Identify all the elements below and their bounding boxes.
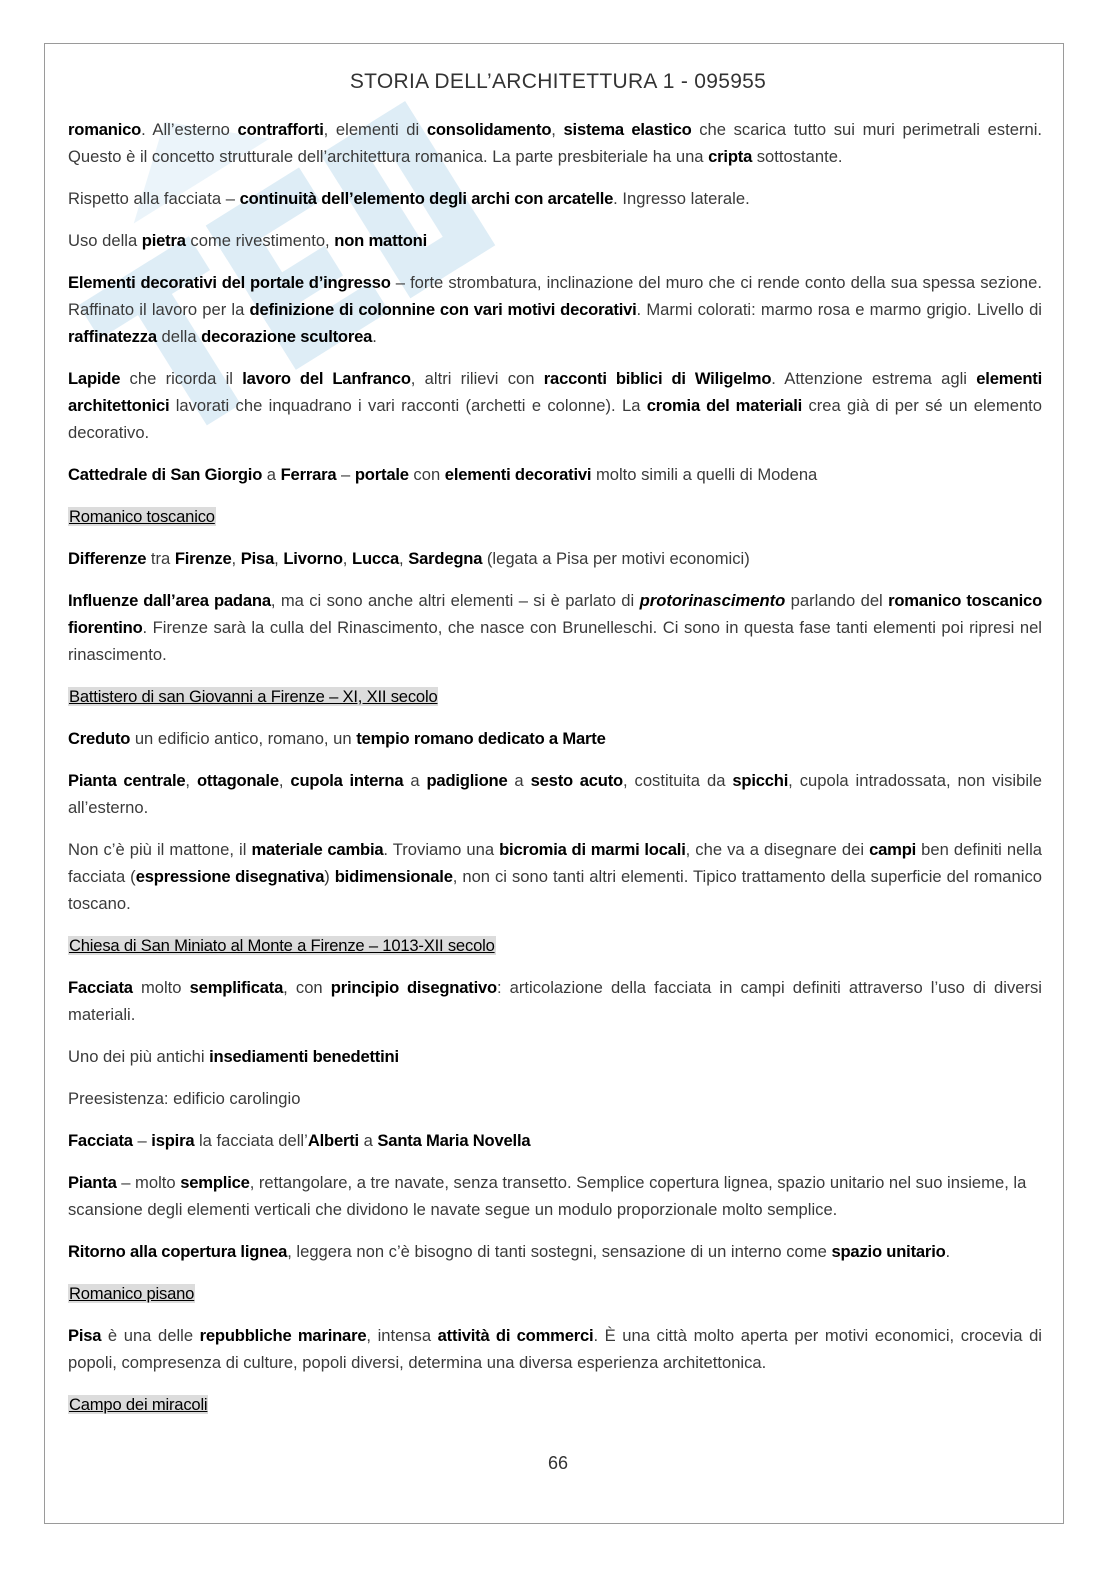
text-run: , con	[283, 978, 331, 997]
bold-term: Differenze	[68, 549, 147, 568]
bold-term: Sardegna	[408, 549, 483, 568]
paragraph	[68, 461, 1042, 488]
section-heading-text: Battistero di san Giovanni a Firenze – XI, XII secolo	[69, 687, 438, 706]
text-run: , costituita da	[622, 771, 733, 790]
section-heading-text: Campo dei miracoli	[69, 1395, 208, 1414]
bold-term: spazio unitario	[831, 1242, 946, 1261]
bold-term: ottagonale	[196, 771, 279, 790]
text-run: Uso della	[68, 231, 142, 250]
bold-term: bidimensionale	[334, 867, 453, 886]
text-run: –	[132, 1131, 152, 1150]
bold-term: non mattoni	[334, 231, 428, 250]
paragraph	[68, 725, 1042, 752]
text-run: parlando del	[785, 591, 889, 610]
text-run: lavorati che inquadrano i vari racconti (archetti e colonne). La	[169, 396, 647, 415]
text-run: molto simili a quelli di Modena	[591, 465, 818, 484]
bold-term: racconti biblici di Wiligelmo	[543, 369, 772, 388]
bold-term: cromia del materiali	[646, 396, 803, 415]
paragraph	[68, 1127, 1042, 1154]
paragraph	[68, 269, 1042, 350]
text-run: che scarica tutto sui muri perimetrali esterni. Questo è il concetto strutturale dell’architettura romanica. La parte presbiteriale ha una	[68, 120, 1042, 166]
text-run: ,	[342, 549, 353, 568]
bold-term: cripta	[708, 147, 753, 166]
bold-term: Pisa	[68, 1326, 102, 1345]
bold-term: Livorno	[283, 549, 343, 568]
paragraph	[68, 116, 1042, 170]
text-run: – forte strombatura, inclinazione del muro che ci rende conto della sua spessa sezione. Raffinato il lavoro per la	[68, 273, 1042, 319]
document-body	[68, 116, 1042, 1433]
bold-term: tempio romano dedicato a Marte	[356, 729, 606, 748]
bold-term: Pianta centrale	[68, 771, 186, 790]
paragraph	[68, 1043, 1042, 1070]
paragraph	[68, 1169, 1042, 1223]
bold-term: decorazione scultorea	[201, 327, 373, 346]
text-run: , che va a disegnare dei	[685, 840, 870, 859]
text-run: Rispetto alla facciata –	[68, 189, 240, 208]
text-run: . Marmi colorati: marmo rosa e marmo grigio. Livello di	[636, 300, 1042, 319]
bold-term: Alberti	[307, 1131, 359, 1150]
paragraph	[68, 365, 1042, 446]
bold-term: Influenze dall’area padana	[68, 591, 271, 610]
text-run: ,	[231, 549, 241, 568]
section-heading	[68, 932, 1042, 959]
text-run: , leggera non c’è bisogno di tanti sostegni, sensazione di un interno come	[287, 1242, 832, 1261]
text-run: ,	[551, 120, 564, 139]
text-run: ben definiti nella facciata (	[68, 840, 1042, 886]
text-run: ,	[399, 549, 409, 568]
bold-term: Lucca	[352, 549, 399, 568]
page-header: STORIA DELL’ARCHITETTURA 1 - 095955	[349, 70, 767, 93]
text-run: (legata a Pisa per motivi economici)	[482, 549, 750, 568]
bold-term: Pianta	[68, 1173, 117, 1192]
bold-term: sesto acuto	[530, 771, 623, 790]
text-run: . Ingresso laterale.	[613, 189, 750, 208]
bold-term: contrafforti	[237, 120, 324, 139]
bold-term: Creduto	[68, 729, 131, 748]
bold-term: semplificata	[189, 978, 284, 997]
text-run: un edificio antico, romano, un	[130, 729, 357, 748]
section-heading-text: Chiesa di San Miniato al Monte a Firenze – 1013-XII secolo	[69, 936, 495, 955]
bold-term: elementi decorativi	[444, 465, 592, 484]
text-run: ,	[185, 771, 197, 790]
text-run: a	[507, 771, 531, 790]
bold-term: Facciata	[68, 978, 133, 997]
page-number: 66	[547, 1453, 569, 1473]
text-run: . Attenzione estrema agli	[771, 369, 977, 388]
text-run: la facciata dell’	[194, 1131, 308, 1150]
paragraph	[68, 185, 1042, 212]
bold-term: Ferrara	[280, 465, 337, 484]
paragraph	[68, 1085, 1042, 1112]
bold-term: romanico toscanico fiorentino	[68, 591, 1043, 637]
bold-term: espressione disegnativa	[135, 867, 325, 886]
text-run: ,	[274, 549, 284, 568]
bold-term: portale	[354, 465, 409, 484]
text-run: , rettangolare, a tre navate, senza transetto. Semplice copertura lignea, spazio unitario nel suo insieme, la scansione degli elementi verticali che dividono le navate segue un modulo proporzionale molto semplice.	[68, 1173, 1027, 1219]
bold-term: definizione di colonnine con vari motivi decorativi	[249, 300, 637, 319]
paragraph	[68, 587, 1042, 668]
text-run: Uno dei più antichi	[68, 1047, 210, 1066]
text-run: )	[324, 867, 335, 886]
paragraph	[68, 545, 1042, 572]
bold-term: attività di commerci	[437, 1326, 594, 1345]
italic-term: protorinascimento	[639, 591, 786, 610]
text-run: a	[358, 1131, 378, 1150]
bold-term: Cattedrale di San Giorgio	[68, 465, 263, 484]
text-run: molto	[132, 978, 190, 997]
text-run: .	[372, 327, 377, 346]
text-run: , altri rilievi con	[410, 369, 544, 388]
text-run: : articolazione della facciata in campi definiti attraverso l’uso di diversi materiali.	[68, 978, 1042, 1024]
text-run: . All’esterno	[141, 120, 238, 139]
text-run: , non ci sono tanti altri elementi. Tipico trattamento della superficie del romanico toscano.	[68, 867, 1042, 913]
bold-term: consolidamento	[426, 120, 552, 139]
text-run: è una delle	[101, 1326, 200, 1345]
section-heading-text: Romanico toscanico	[69, 507, 215, 526]
text-run: . Troviamo una	[383, 840, 500, 859]
bold-term: padiglione	[426, 771, 508, 790]
section-heading-text: Romanico pisano	[69, 1284, 195, 1303]
bold-term: bicromia di marmi locali	[499, 840, 686, 859]
bold-term: Ritorno alla copertura lignea	[68, 1242, 288, 1261]
paragraph	[68, 227, 1042, 254]
text-run: tra	[146, 549, 175, 568]
text-run: , ma ci sono anche altri elementi – si è parlato di	[270, 591, 640, 610]
text-run: . Firenze sarà la culla del Rinascimento, che nasce con Brunelleschi. Ci sono in questa fase tanti elementi poi ripresi nel rinascimento.	[68, 618, 1042, 664]
bold-term: cupola interna	[290, 771, 404, 790]
text-run: , cupola intradossata, non visibile all’esterno.	[68, 771, 1042, 817]
paragraph	[68, 767, 1042, 821]
text-run: a	[262, 465, 281, 484]
text-run: Non c’è più il mattone, il	[68, 840, 252, 859]
paragraph	[68, 974, 1042, 1028]
text-run: Preesistenza: edificio carolingio	[68, 1089, 301, 1108]
paragraph	[68, 1238, 1042, 1265]
bold-term: principio disegnativo	[330, 978, 497, 997]
bold-term: spicchi	[732, 771, 789, 790]
section-heading	[68, 503, 1042, 530]
bold-term: Lapide	[68, 369, 121, 388]
text-run: , intensa	[366, 1326, 438, 1345]
bold-term: Facciata	[68, 1131, 133, 1150]
bold-term: lavoro del Lanfranco	[242, 369, 411, 388]
bold-term: raffinatezza	[68, 327, 157, 346]
bold-term: sistema elastico	[563, 120, 692, 139]
bold-term: continuità dell’elemento degli archi con arcatelle	[239, 189, 614, 208]
text-run: a	[403, 771, 427, 790]
bold-term: ispira	[151, 1131, 195, 1150]
bold-term: materiale cambia	[251, 840, 384, 859]
text-run: ,	[278, 771, 291, 790]
section-heading	[68, 683, 1042, 710]
bold-term: elementi architettonici	[68, 369, 1043, 415]
bold-term: romanico	[68, 120, 142, 139]
paragraph	[68, 1322, 1042, 1376]
paragraph	[68, 836, 1042, 917]
bold-term: repubbliche marinare	[199, 1326, 367, 1345]
text-run: . È una città molto aperta per motivi economici, crocevia di popoli, compresenza di culture, popoli diversi, determina una diversa esperienza architettonica.	[68, 1326, 1042, 1372]
bold-term: Santa Maria Novella	[377, 1131, 531, 1150]
bold-term: Firenze	[174, 549, 232, 568]
text-run: – molto	[116, 1173, 181, 1192]
text-run: sottostante.	[752, 147, 843, 166]
bold-term: campi	[869, 840, 917, 859]
text-run: come rivestimento,	[185, 231, 335, 250]
section-heading	[68, 1280, 1042, 1307]
bold-term: insediamenti benedettini	[209, 1047, 399, 1066]
section-heading	[68, 1391, 1042, 1418]
text-run: –	[336, 465, 355, 484]
bold-term: Pisa	[240, 549, 275, 568]
text-run: della	[156, 327, 202, 346]
text-run: crea già di per sé un elemento decorativo.	[68, 396, 1043, 442]
bold-term: pietra	[141, 231, 186, 250]
text-run: , elementi di	[323, 120, 427, 139]
text-run: che ricorda il	[120, 369, 243, 388]
text-run: .	[945, 1242, 951, 1261]
bold-term: Elementi decorativi del portale d’ingresso	[68, 273, 391, 292]
bold-term: semplice	[180, 1173, 250, 1192]
text-run: con	[408, 465, 445, 484]
